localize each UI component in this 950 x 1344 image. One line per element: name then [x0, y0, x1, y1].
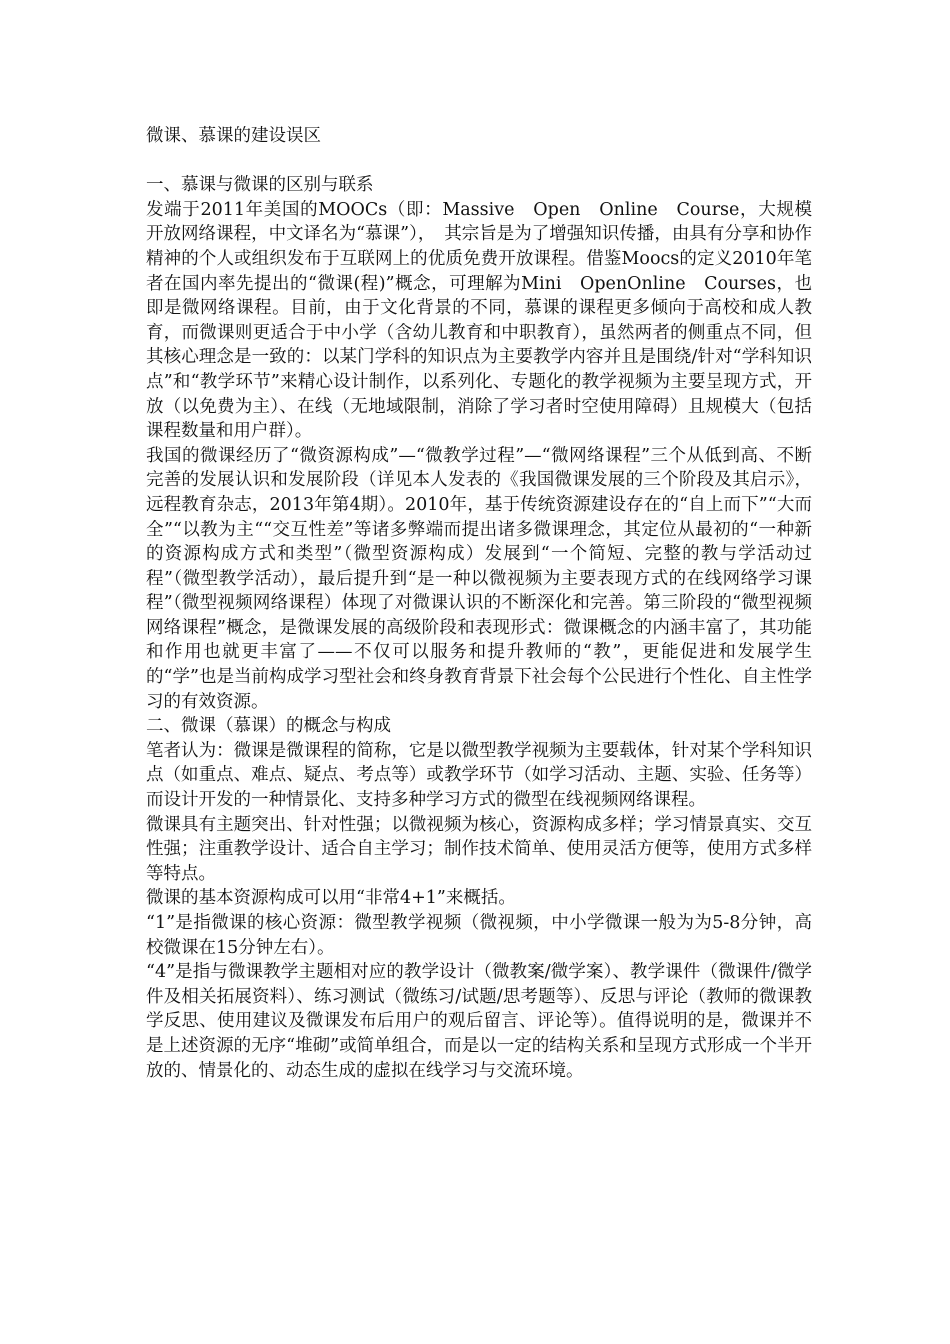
section-heading-2: 二、微课（慕课）的概念与构成 [146, 716, 391, 737]
body-paragraph: 我国的微课经历了“微资源构成”—“微教学过程”—“微网络课程”三个从低到高、不断完善的发展认识和发展阶段（详见本人发表的《我国微课发展的三个阶段及其启示》，远程教育杂志，2013年第4期）。2010年，基于传统资源建设存在的“自上而下”“大而全”“以教为主““交互性差”等诸多弊端而提出诸多微课理念，其定位从最初的“一种新的资源构成方式和类型”（微型资源构成）发展到“一个简短、完整的教与学活动过程”（微型教学活动），最后提升到“是一种以微视频为主要表现方式的在线网络学习课程”（微型视频网络课程）体现了对微课认识的不断深化和完善。第三阶段的“微型视频网络课程”概念，是微课发展的高级阶段和表现形式：微课概念的内涵丰富了，其功能和作用也就更丰富了——不仅可以服务和提升教师的“教”，更能促进和发展学生的“学”也是当前构成学习型社会和终身教育背景下社会每个公民进行个性化、自主性学习的有效资源。 [146, 445, 812, 712]
body-paragraph: 笔者认为：微课是微课程的简称，它是以微型教学视频为主要载体，针对某个学科知识点（如重点、难点、疑点、考点等）或教学环节（如学习活动、主题、实验、任务等）而设计开发的一种情景化、支持多种学习方式的微型在线视频网络课程。 [146, 740, 812, 811]
document-body [146, 124, 812, 1083]
body-paragraph: 微课具有主题突出、针对性强；以微视频为核心，资源构成多样；学习情景真实、交互性强；注重教学设计、适合自主学习；制作技术简单、使用灵活方便等，使用方式多样等特点。 [146, 814, 812, 884]
body-paragraph: 发端于2011年美国的MOOCs（即：Massive Open Online Course，大规模开放网络课程，中文译名为“慕课”）， 其宗旨是为了增强知识传播，由具有分享和协作精神的个人或组织发布于互联网上的优质免费开放课程。借鉴Moocs的定义2010年笔者在国内率先提出的“微课(程)”概念，可理解为Mini OpenOnline Courses，也即是微网络课程。目前，由于文化背景的不同，慕课的课程更多倾向于高校和成人教育，而微课则更适合于中小学（含幼儿教育和中职教育），虽然两者的侧重点不同，但其核心理念是一致的：以某门学科的知识点为主要教学内容并且是围绕/针对“学科知识点”和“教学环节”来精心设计制作，以系列化、专题化的教学视频为主要呈现方式，开放（以免费为主）、在线（无地域限制，消除了学习者时空使用障碍）且规模大（包括课程数量和用户群）。 [146, 199, 812, 442]
section-heading-1: 一、慕课与微课的区别与联系 [146, 175, 374, 196]
document-title: 微课、慕课的建设误区 [146, 126, 321, 146]
body-paragraph: 微课的基本资源构成可以用“非常4+1”来概括。 [146, 888, 516, 909]
body-paragraph: “1”是指微课的核心资源：微型教学视频（微视频，中小学微课一般为为5-8分钟，高校微课在15分钟左右）。 [146, 913, 812, 958]
body-paragraph: “4”是指与微课教学主题相对应的教学设计（微教案/微学案）、教学课件（微课件/微学件及相关拓展资料）、练习测试（微练习/试题/思考题等）、反思与评论（教师的微课教学反思、使用建议及微课发布后用户的观后留言、评论等）。值得说明的是，微课并不是上述资源的无序“堆砌”或简单组合，而是以一定的结构关系和呈现方式形成一个半开放的、情景化的、动态生成的虚拟在线学习与交流环境。 [146, 962, 812, 1081]
